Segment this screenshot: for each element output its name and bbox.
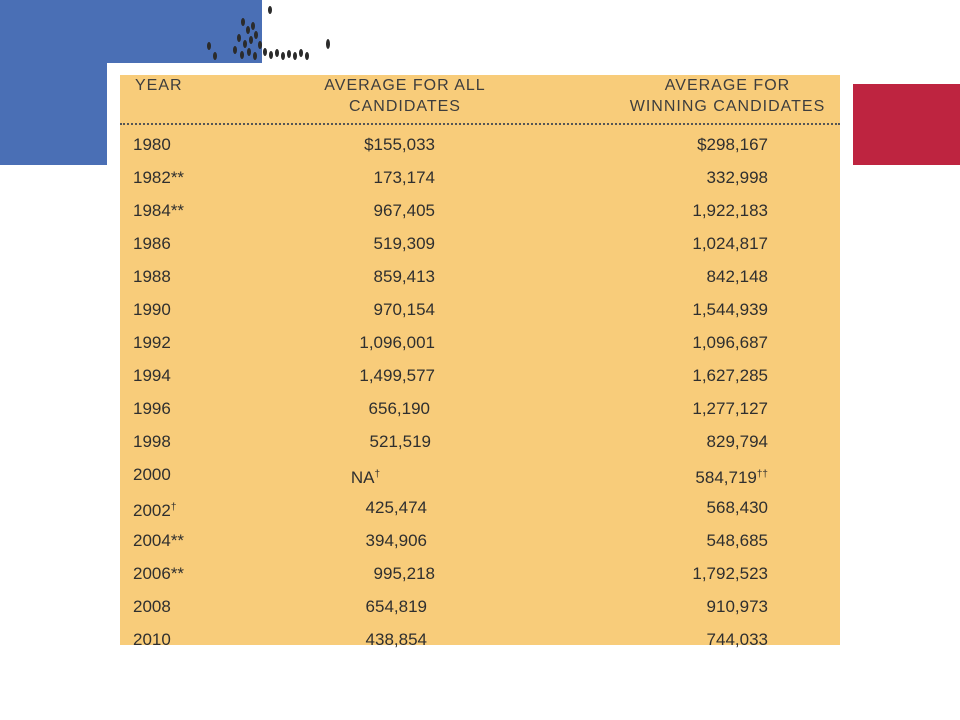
average-all-cell-value: 859,413 (373, 267, 435, 286)
year-cell-value: 2004** (133, 531, 185, 550)
year-cell (133, 293, 171, 326)
average-all-cell-value: 521,519 (369, 432, 431, 451)
average-winning-cell-value: 842,148 (706, 267, 768, 286)
average-winning-cell-value: 568,430 (706, 498, 768, 517)
table-row (120, 590, 840, 623)
table-row (120, 524, 840, 557)
year-cell-value: 1994 (133, 366, 171, 385)
average-all-cell (351, 458, 380, 494)
average-all-cell-value: 173,174 (373, 168, 435, 187)
table-row (120, 293, 840, 326)
average-winning-cell (692, 227, 768, 260)
average-all-cell (374, 557, 435, 590)
year-cell-value: 1988 (133, 267, 171, 286)
year-cell-value: 1980 (133, 135, 171, 154)
year-cell-value: 2010 (133, 630, 171, 649)
table-row (120, 458, 840, 491)
year-cell-value: 2006** (133, 564, 185, 583)
year-cell (133, 392, 171, 425)
average-winning-cell-value: 1,792,523 (692, 564, 768, 583)
table-row (120, 326, 840, 359)
year-cell-value: 2008 (133, 597, 171, 616)
average-all-cell (366, 491, 427, 524)
average-winning-cell (695, 458, 768, 494)
table-row (120, 359, 840, 392)
average-winning-cell (707, 425, 768, 458)
average-winning-cell-value: 744,033 (706, 630, 768, 649)
year-cell-value: 1996 (133, 399, 171, 418)
year-cell (133, 623, 171, 656)
average-winning-cell-footnote-mark: †† (756, 469, 768, 480)
average-all-cell-value: 995,218 (373, 564, 435, 583)
average-all-cell (374, 227, 435, 260)
average-winning-cell-value: 1,544,939 (692, 300, 768, 319)
year-cell (133, 194, 184, 227)
year-cell-value: 1982** (133, 168, 185, 187)
table-row (120, 491, 840, 524)
average-all-cell-footnote-mark: † (374, 469, 380, 480)
average-winning-cell-value: 1,627,285 (692, 366, 768, 385)
average-winning-cell (707, 161, 768, 194)
average-winning-cell (707, 524, 768, 557)
average-all-cell (366, 623, 427, 656)
average-winning-cell-value: 1,277,127 (692, 399, 768, 418)
year-cell (133, 524, 184, 557)
table-row (120, 260, 840, 293)
average-all-cell-value: $155,033 (364, 135, 435, 154)
average-all-cell-value: 425,474 (365, 498, 427, 517)
average-winning-cell (692, 359, 768, 392)
average-all-cell (366, 524, 427, 557)
year-cell (133, 491, 176, 527)
average-winning-cell (707, 491, 768, 524)
average-winning-cell-value: 548,685 (706, 531, 768, 550)
table-row (120, 623, 840, 656)
average-winning-cell (692, 293, 768, 326)
average-winning-cell-value: 1,096,687 (692, 333, 768, 352)
year-cell (133, 458, 171, 491)
year-cell-value: 2000 (133, 465, 171, 484)
year-cell (133, 359, 171, 392)
average-all-cell-value: 1,499,577 (359, 366, 435, 385)
average-winning-cell (707, 260, 768, 293)
table-row (120, 557, 840, 590)
table-row (120, 161, 840, 194)
year-cell (133, 227, 171, 260)
year-cell (133, 161, 184, 194)
table-row (120, 227, 840, 260)
average-winning-cell (692, 557, 768, 590)
year-cell-value: 1992 (133, 333, 171, 352)
average-all-cell-value: 656,190 (368, 399, 430, 418)
average-all-cell (370, 425, 431, 458)
campaign-spending-table (120, 75, 840, 649)
average-winning-cell-value: 829,794 (706, 432, 768, 451)
average-all-cell-value: 519,309 (373, 234, 435, 253)
year-cell-value: 1986 (133, 234, 171, 253)
header-year: YEAR (135, 77, 183, 94)
average-all-cell (359, 359, 435, 392)
average-all-cell (359, 326, 435, 359)
average-all-cell (374, 161, 435, 194)
average-all-cell (366, 590, 427, 623)
year-cell (133, 326, 171, 359)
average-all-cell (374, 260, 435, 293)
average-winning-cell (692, 326, 768, 359)
header-average-all-line1: AVERAGE FOR ALL (324, 77, 486, 94)
header-average-winning (620, 75, 835, 117)
header-average-winning-line2: WINNING CANDIDATES (629, 98, 826, 115)
average-all-cell (374, 194, 435, 227)
average-winning-cell (707, 590, 768, 623)
year-cell-value: 1990 (133, 300, 171, 319)
average-winning-cell-value: 1,024,817 (692, 234, 768, 253)
year-cell-footnote-mark: † (170, 502, 177, 513)
average-all-cell-value: 967,405 (373, 201, 435, 220)
average-all-cell (369, 392, 430, 425)
header-average-all-line2: CANDIDATES (349, 98, 461, 115)
header-average-winning-line1: AVERAGE FOR (664, 77, 791, 94)
year-cell (133, 425, 171, 458)
average-all-cell-value: 394,906 (365, 531, 427, 550)
year-cell-value: 1984** (133, 201, 185, 220)
average-winning-cell-value: 1,922,183 (692, 201, 768, 220)
header-average-all (320, 75, 490, 117)
average-winning-cell (692, 194, 768, 227)
table-row (120, 128, 840, 161)
average-winning-cell-value: 584,719 (695, 468, 757, 487)
average-winning-cell (707, 623, 768, 656)
year-cell (133, 128, 171, 161)
average-all-cell (364, 128, 435, 161)
red-decor-block (853, 84, 960, 165)
average-winning-cell (697, 128, 768, 161)
average-all-cell-value: 654,819 (365, 597, 427, 616)
average-all-cell-value: 1,096,001 (359, 333, 435, 352)
table-row (120, 425, 840, 458)
average-all-cell-value: 970,154 (373, 300, 435, 319)
crowd-silhouette-icon (195, 0, 340, 70)
year-cell (133, 557, 184, 590)
header-divider (120, 123, 840, 125)
average-all-cell-value: 438,854 (365, 630, 427, 649)
table-row (120, 194, 840, 227)
year-cell (133, 590, 171, 623)
average-winning-cell-value: 910,973 (706, 597, 768, 616)
average-winning-cell (692, 392, 768, 425)
year-cell-value: 1998 (133, 432, 171, 451)
average-all-cell-value: NA (350, 468, 375, 487)
year-cell-value: 2002 (133, 501, 171, 520)
year-cell (133, 260, 171, 293)
average-winning-cell-value: $298,167 (697, 135, 768, 154)
average-winning-cell-value: 332,998 (706, 168, 768, 187)
average-all-cell (374, 293, 435, 326)
table-row (120, 392, 840, 425)
